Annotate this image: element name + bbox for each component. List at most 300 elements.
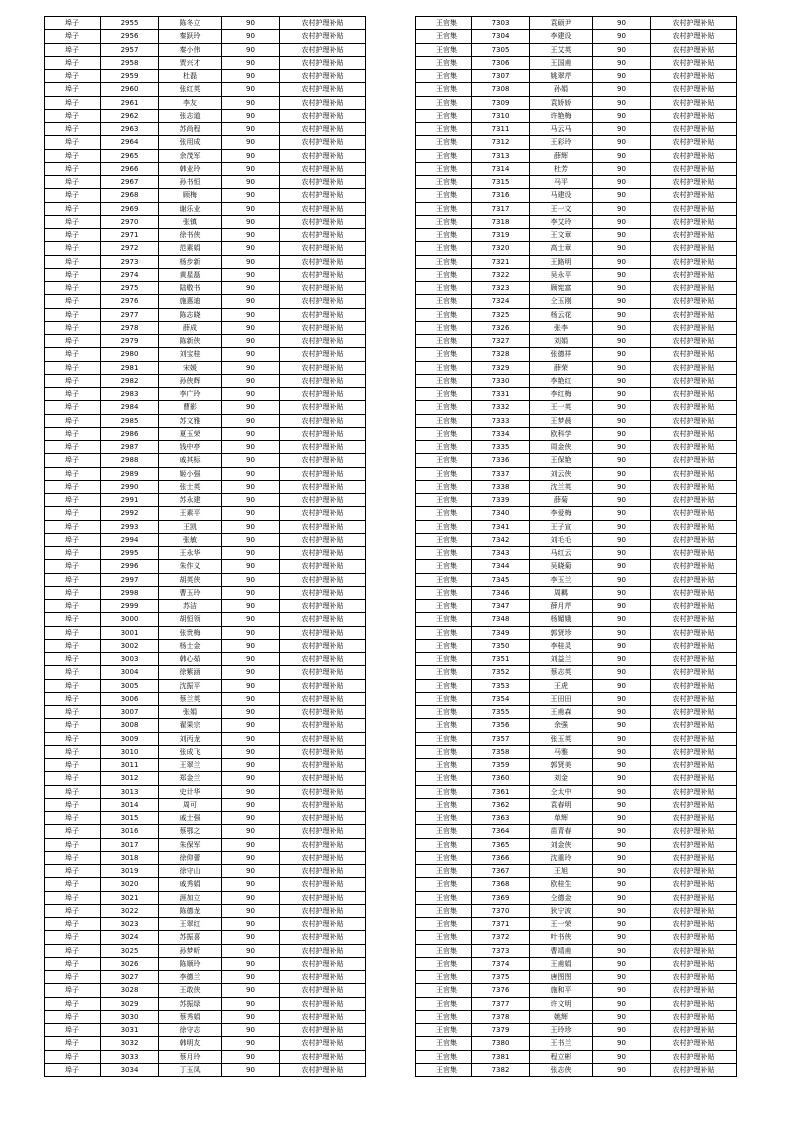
place-cell: 埠子: [45, 189, 101, 202]
amount-cell: 90: [593, 798, 651, 811]
place-cell: 王官集: [416, 759, 472, 772]
subsidy-type-cell: 农村护理补贴: [651, 1050, 737, 1063]
amount-cell: 90: [593, 1024, 651, 1037]
id-cell: 2974: [101, 268, 159, 281]
id-cell: 2994: [101, 533, 159, 546]
name-cell: 仝太中: [530, 785, 593, 798]
id-cell: 7324: [472, 295, 530, 308]
subsidy-type-cell: 农村护理补贴: [651, 189, 737, 202]
subsidy-type-cell: 农村护理补贴: [280, 454, 366, 467]
left-table-body: [45, 17, 366, 1077]
subsidy-type-cell: 农村护理补贴: [280, 851, 366, 864]
amount-cell: 90: [593, 732, 651, 745]
subsidy-type-cell: 农村护理补贴: [651, 162, 737, 175]
name-cell: 李德兰: [159, 971, 222, 984]
amount-cell: 90: [222, 851, 280, 864]
name-cell: 黄星磊: [159, 268, 222, 281]
subsidy-type-cell: 农村护理补贴: [280, 255, 366, 268]
place-cell: 王官集: [416, 653, 472, 666]
subsidy-type-cell: 农村护理补贴: [280, 613, 366, 626]
id-cell: 3009: [101, 732, 159, 745]
name-cell: 李艳红: [530, 374, 593, 387]
place-cell: 王官集: [416, 215, 472, 228]
name-cell: 陈德龙: [159, 904, 222, 917]
table-row: [416, 573, 737, 586]
name-cell: 秦小伟: [159, 43, 222, 56]
table-row: [416, 454, 737, 467]
subsidy-type-cell: 农村护理补贴: [651, 202, 737, 215]
name-cell: 李红梅: [530, 388, 593, 401]
table-row: [45, 547, 366, 560]
name-cell: 李广玲: [159, 388, 222, 401]
subsidy-type-cell: 农村护理补贴: [280, 547, 366, 560]
name-cell: 王敢侠: [159, 984, 222, 997]
name-cell: 苗青春: [530, 825, 593, 838]
name-cell: 高士章: [530, 242, 593, 255]
place-cell: 王官集: [416, 348, 472, 361]
name-cell: 郭贤珍: [530, 626, 593, 639]
amount-cell: 90: [593, 202, 651, 215]
id-cell: 3034: [101, 1063, 159, 1076]
id-cell: 3002: [101, 639, 159, 652]
name-cell: 蔡志英: [530, 666, 593, 679]
subsidy-type-cell: 农村护理补贴: [651, 666, 737, 679]
place-cell: 王官集: [416, 321, 472, 334]
id-cell: 7343: [472, 547, 530, 560]
subsidy-type-cell: 农村护理补贴: [280, 520, 366, 533]
amount-cell: 90: [222, 507, 280, 520]
table-row: [416, 586, 737, 599]
amount-cell: 90: [593, 719, 651, 732]
subsidy-type-cell: 农村护理补贴: [280, 745, 366, 758]
subsidy-type-cell: 农村护理补贴: [280, 109, 366, 122]
amount-cell: 90: [593, 745, 651, 758]
id-cell: 7332: [472, 401, 530, 414]
amount-cell: 90: [593, 1037, 651, 1050]
id-cell: 7342: [472, 533, 530, 546]
subsidy-type-cell: 农村护理补贴: [280, 600, 366, 613]
place-cell: 埠子: [45, 547, 101, 560]
id-cell: 7358: [472, 745, 530, 758]
amount-cell: 90: [222, 918, 280, 931]
amount-cell: 90: [593, 1063, 651, 1076]
id-cell: 2984: [101, 401, 159, 414]
table-row: [416, 706, 737, 719]
place-cell: 王官集: [416, 891, 472, 904]
name-cell: 张贵梅: [159, 626, 222, 639]
place-cell: 王官集: [416, 268, 472, 281]
id-cell: 2988: [101, 454, 159, 467]
subsidy-type-cell: 农村护理补贴: [651, 1037, 737, 1050]
id-cell: 7362: [472, 798, 530, 811]
table-row: [416, 507, 737, 520]
place-cell: 埠子: [45, 706, 101, 719]
name-cell: 刘毛毛: [530, 533, 593, 546]
subsidy-type-cell: 农村护理补贴: [651, 176, 737, 189]
name-cell: 谢乐业: [159, 202, 222, 215]
name-cell: 马平: [530, 176, 593, 189]
amount-cell: 90: [222, 957, 280, 970]
name-cell: 孙侠辉: [159, 374, 222, 387]
place-cell: 王官集: [416, 1010, 472, 1023]
id-cell: 2991: [101, 494, 159, 507]
name-cell: 杨媚娥: [530, 613, 593, 626]
id-cell: 3012: [101, 772, 159, 785]
place-cell: 王官集: [416, 825, 472, 838]
table-row: [416, 547, 737, 560]
place-cell: 埠子: [45, 573, 101, 586]
place-cell: 王官集: [416, 904, 472, 917]
name-cell: 朱保军: [159, 838, 222, 851]
name-cell: 王虎: [530, 679, 593, 692]
name-cell: 王子宣: [530, 520, 593, 533]
amount-cell: 90: [593, 891, 651, 904]
place-cell: 王官集: [416, 812, 472, 825]
amount-cell: 90: [593, 136, 651, 149]
table-row: [416, 1010, 737, 1023]
name-cell: 王彩玲: [530, 136, 593, 149]
subsidy-type-cell: 农村护理补贴: [280, 507, 366, 520]
place-cell: 埠子: [45, 441, 101, 454]
amount-cell: 90: [222, 613, 280, 626]
table-row: [416, 1063, 737, 1076]
name-cell: 曹靖甫: [530, 944, 593, 957]
amount-cell: 90: [222, 520, 280, 533]
place-cell: 王官集: [416, 295, 472, 308]
place-cell: 埠子: [45, 984, 101, 997]
amount-cell: 90: [222, 798, 280, 811]
place-cell: 埠子: [45, 70, 101, 83]
subsidy-type-cell: 农村护理补贴: [280, 719, 366, 732]
name-cell: 薛菊: [530, 494, 593, 507]
place-cell: 王官集: [416, 361, 472, 374]
amount-cell: 90: [222, 679, 280, 692]
amount-cell: 90: [593, 812, 651, 825]
amount-cell: 90: [222, 772, 280, 785]
name-cell: 宋媛: [159, 361, 222, 374]
id-cell: 7354: [472, 692, 530, 705]
name-cell: 王保艳: [530, 454, 593, 467]
table-row: [45, 388, 366, 401]
amount-cell: 90: [222, 600, 280, 613]
place-cell: 王官集: [416, 441, 472, 454]
amount-cell: 90: [593, 414, 651, 427]
table-row: [416, 1050, 737, 1063]
id-cell: 7314: [472, 162, 530, 175]
subsidy-type-cell: 农村护理补贴: [651, 759, 737, 772]
place-cell: 埠子: [45, 255, 101, 268]
amount-cell: 90: [222, 719, 280, 732]
id-cell: 7322: [472, 268, 530, 281]
table-row: [45, 984, 366, 997]
amount-cell: 90: [222, 1024, 280, 1037]
name-cell: 蔡月玲: [159, 1050, 222, 1063]
table-row: [416, 388, 737, 401]
place-cell: 王官集: [416, 176, 472, 189]
place-cell: 埠子: [45, 520, 101, 533]
amount-cell: 90: [593, 401, 651, 414]
amount-cell: 90: [222, 361, 280, 374]
id-cell: 7347: [472, 600, 530, 613]
name-cell: 许艳梅: [530, 109, 593, 122]
amount-cell: 90: [593, 30, 651, 43]
amount-cell: 90: [222, 295, 280, 308]
name-cell: 李玉兰: [530, 573, 593, 586]
place-cell: 埠子: [45, 957, 101, 970]
name-cell: 孙梦昕: [159, 944, 222, 957]
name-cell: 王一荣: [530, 918, 593, 931]
id-cell: 3006: [101, 692, 159, 705]
amount-cell: 90: [593, 520, 651, 533]
id-cell: 3033: [101, 1050, 159, 1063]
place-cell: 埠子: [45, 1050, 101, 1063]
name-cell: 翟果宗: [159, 719, 222, 732]
subsidy-type-cell: 农村护理补贴: [651, 295, 737, 308]
name-cell: 韩心茹: [159, 653, 222, 666]
place-cell: 王官集: [416, 1063, 472, 1076]
subsidy-type-cell: 农村护理补贴: [651, 997, 737, 1010]
subsidy-type-cell: 农村护理补贴: [280, 414, 366, 427]
place-cell: 埠子: [45, 666, 101, 679]
amount-cell: 90: [593, 759, 651, 772]
table-row: [45, 812, 366, 825]
id-cell: 7361: [472, 785, 530, 798]
table-row: [45, 719, 366, 732]
place-cell: 王官集: [416, 719, 472, 732]
table-row: [45, 255, 366, 268]
place-cell: 埠子: [45, 83, 101, 96]
table-row: [45, 931, 366, 944]
name-cell: 王文章: [530, 229, 593, 242]
amount-cell: 90: [222, 70, 280, 83]
place-cell: 王官集: [416, 957, 472, 970]
id-cell: 7312: [472, 136, 530, 149]
place-cell: 埠子: [45, 401, 101, 414]
subsidy-type-cell: 农村护理补贴: [280, 282, 366, 295]
table-row: [45, 176, 366, 189]
id-cell: 3025: [101, 944, 159, 957]
amount-cell: 90: [222, 215, 280, 228]
id-cell: 7336: [472, 454, 530, 467]
table-row: [416, 1024, 737, 1037]
subsidy-type-cell: 农村护理补贴: [280, 162, 366, 175]
id-cell: 3020: [101, 878, 159, 891]
table-row: [45, 785, 366, 798]
subsidy-type-cell: 农村护理补贴: [651, 798, 737, 811]
place-cell: 埠子: [45, 918, 101, 931]
id-cell: 7348: [472, 613, 530, 626]
id-cell: 2982: [101, 374, 159, 387]
table-row: [45, 1024, 366, 1037]
amount-cell: 90: [593, 613, 651, 626]
place-cell: 王官集: [416, 547, 472, 560]
place-cell: 埠子: [45, 348, 101, 361]
table-row: [45, 865, 366, 878]
table-row: [45, 454, 366, 467]
table-row: [45, 136, 366, 149]
amount-cell: 90: [593, 586, 651, 599]
name-cell: 杨云花: [530, 308, 593, 321]
subsidy-type-cell: 农村护理补贴: [280, 388, 366, 401]
subsidy-type-cell: 农村护理补贴: [280, 957, 366, 970]
subsidy-type-cell: 农村护理补贴: [280, 149, 366, 162]
subsidy-type-cell: 农村护理补贴: [280, 732, 366, 745]
amount-cell: 90: [222, 931, 280, 944]
name-cell: 陆敬书: [159, 282, 222, 295]
place-cell: 王官集: [416, 984, 472, 997]
table-row: [416, 878, 737, 891]
subsidy-type-cell: 农村护理补贴: [651, 719, 737, 732]
place-cell: 王官集: [416, 454, 472, 467]
place-cell: 埠子: [45, 533, 101, 546]
subsidy-type-cell: 农村护理补贴: [651, 838, 737, 851]
name-cell: 曹玉玲: [159, 586, 222, 599]
place-cell: 王官集: [416, 96, 472, 109]
subsidy-type-cell: 农村护理补贴: [280, 984, 366, 997]
amount-cell: 90: [222, 944, 280, 957]
id-cell: 7304: [472, 30, 530, 43]
name-cell: 丁玉凤: [159, 1063, 222, 1076]
subsidy-type-cell: 农村护理补贴: [651, 520, 737, 533]
id-cell: 2986: [101, 427, 159, 440]
name-cell: 王路明: [530, 255, 593, 268]
place-cell: 埠子: [45, 388, 101, 401]
subsidy-type-cell: 农村护理补贴: [280, 295, 366, 308]
id-cell: 7318: [472, 215, 530, 228]
id-cell: 3004: [101, 666, 159, 679]
subsidy-type-cell: 农村护理补贴: [280, 480, 366, 493]
table-row: [416, 202, 737, 215]
place-cell: 王官集: [416, 30, 472, 43]
subsidy-type-cell: 农村护理补贴: [280, 812, 366, 825]
name-cell: 范素娟: [159, 242, 222, 255]
id-cell: 2964: [101, 136, 159, 149]
id-cell: 3008: [101, 719, 159, 732]
amount-cell: 90: [222, 30, 280, 43]
id-cell: 2976: [101, 295, 159, 308]
id-cell: 3003: [101, 653, 159, 666]
table-row: [416, 865, 737, 878]
place-cell: 王官集: [416, 1024, 472, 1037]
place-cell: 埠子: [45, 812, 101, 825]
name-cell: 单辉: [530, 812, 593, 825]
table-row: [45, 997, 366, 1010]
id-cell: 2956: [101, 30, 159, 43]
table-row: [416, 719, 737, 732]
subsidy-type-cell: 农村护理补贴: [280, 348, 366, 361]
place-cell: 埠子: [45, 865, 101, 878]
id-cell: 2990: [101, 480, 159, 493]
amount-cell: 90: [593, 454, 651, 467]
place-cell: 王官集: [416, 732, 472, 745]
id-cell: 7359: [472, 759, 530, 772]
amount-cell: 90: [222, 812, 280, 825]
amount-cell: 90: [593, 441, 651, 454]
table-row: [45, 600, 366, 613]
place-cell: 埠子: [45, 30, 101, 43]
amount-cell: 90: [222, 136, 280, 149]
subsidy-type-cell: 农村护理补贴: [280, 918, 366, 931]
subsidy-type-cell: 农村护理补贴: [280, 17, 366, 30]
subsidy-type-cell: 农村护理补贴: [651, 494, 737, 507]
amount-cell: 90: [222, 480, 280, 493]
subsidy-type-cell: 农村护理补贴: [651, 308, 737, 321]
place-cell: 王官集: [416, 560, 472, 573]
id-cell: 2998: [101, 586, 159, 599]
amount-cell: 90: [593, 825, 651, 838]
amount-cell: 90: [593, 494, 651, 507]
amount-cell: 90: [222, 984, 280, 997]
subsidy-type-cell: 农村护理补贴: [280, 865, 366, 878]
amount-cell: 90: [222, 1063, 280, 1076]
id-cell: 2980: [101, 348, 159, 361]
table-row: [45, 441, 366, 454]
table-row: [45, 427, 366, 440]
subsidy-type-cell: 农村护理补贴: [651, 918, 737, 931]
place-cell: 埠子: [45, 904, 101, 917]
name-cell: 姚翠芹: [530, 70, 593, 83]
id-cell: 2977: [101, 308, 159, 321]
table-row: [416, 745, 737, 758]
id-cell: 2958: [101, 56, 159, 69]
place-cell: 王官集: [416, 414, 472, 427]
amount-cell: 90: [222, 374, 280, 387]
table-row: [45, 520, 366, 533]
amount-cell: 90: [593, 706, 651, 719]
subsidy-type-cell: 农村护理补贴: [651, 348, 737, 361]
amount-cell: 90: [593, 215, 651, 228]
id-cell: 3015: [101, 812, 159, 825]
subsidy-type-cell: 农村护理补贴: [280, 997, 366, 1010]
subsidy-type-cell: 农村护理补贴: [651, 282, 737, 295]
id-cell: 2999: [101, 600, 159, 613]
subsidy-type-cell: 农村护理补贴: [651, 851, 737, 864]
place-cell: 王官集: [416, 865, 472, 878]
place-cell: 埠子: [45, 454, 101, 467]
subsidy-type-cell: 农村护理补贴: [651, 944, 737, 957]
name-cell: 袁春明: [530, 798, 593, 811]
name-cell: 袁硕尹: [530, 17, 593, 30]
name-cell: 王永华: [159, 547, 222, 560]
amount-cell: 90: [222, 162, 280, 175]
subsidy-type-cell: 农村护理补贴: [651, 321, 737, 334]
subsidy-type-cell: 农村护理补贴: [280, 904, 366, 917]
table-row: [416, 891, 737, 904]
name-cell: 程立彬: [530, 1050, 593, 1063]
table-row: [45, 215, 366, 228]
table-row: [45, 878, 366, 891]
table-row: [45, 732, 366, 745]
id-cell: 7353: [472, 679, 530, 692]
amount-cell: 90: [593, 692, 651, 705]
place-cell: 埠子: [45, 507, 101, 520]
place-cell: 王官集: [416, 123, 472, 136]
table-row: [416, 825, 737, 838]
table-row: [45, 507, 366, 520]
place-cell: 埠子: [45, 1037, 101, 1050]
name-cell: 秦跃玲: [159, 30, 222, 43]
amount-cell: 90: [593, 388, 651, 401]
amount-cell: 90: [593, 931, 651, 944]
name-cell: 仝德金: [530, 891, 593, 904]
name-cell: 沈兰英: [530, 480, 593, 493]
subsidy-type-cell: 农村护理补贴: [280, 560, 366, 573]
subsidy-type-cell: 农村护理补贴: [651, 83, 737, 96]
subsidy-type-cell: 农村护理补贴: [651, 931, 737, 944]
subsidy-type-cell: 农村护理补贴: [280, 759, 366, 772]
table-row: [416, 931, 737, 944]
amount-cell: 90: [222, 494, 280, 507]
